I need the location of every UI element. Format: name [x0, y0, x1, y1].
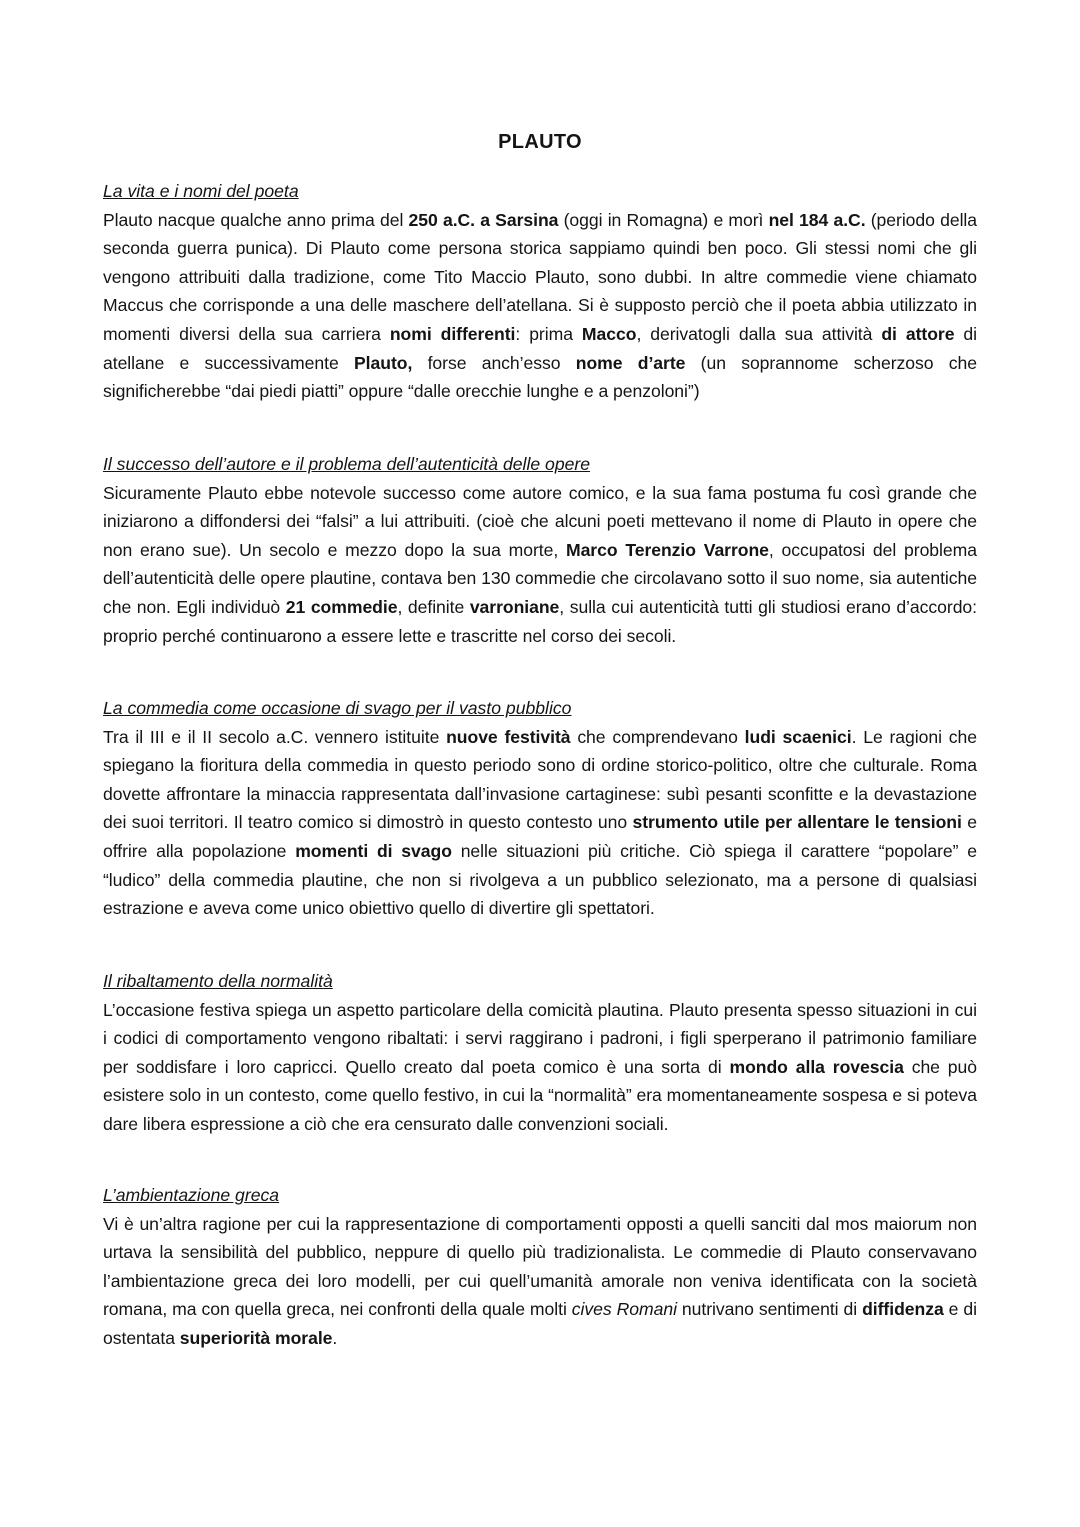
bold-text: momenti di svago [295, 840, 452, 861]
body-text: Plauto nacque qualche anno prima del [103, 209, 409, 230]
body-text: e di ostentata [103, 1299, 977, 1348]
bold-text: nome d’arte [575, 352, 686, 373]
bold-text: nuove festività [446, 726, 571, 747]
bold-text: 250 a.C. a Sarsina [408, 209, 559, 230]
body-text: , definite [397, 596, 470, 617]
bold-text: diffidenza [862, 1299, 944, 1320]
section-heading: Il ribaltamento della normalità [103, 971, 333, 991]
italic-text: cives Romani [571, 1299, 677, 1320]
bold-text: di attore [881, 323, 955, 344]
section-paragraph [103, 479, 977, 651]
body-text: (oggi in Romagna) e morì [558, 209, 769, 230]
section-paragraph [103, 996, 977, 1139]
body-text: . Le ragioni che spiegano la fioritura della commedia in questo periodo sono di ordine storico-politico, oltre che culturale. Roma dovette affrontare la minaccia rappresentata dall’invasione cartaginese: subì pesanti sconfitte e la devastazione dei suoi territori. Il teatro comico si dimostrò in questo contesto uno [103, 726, 977, 833]
bold-text: strumento utile per allentare le tensioni [632, 812, 962, 833]
bold-text: ludi scaenici [744, 726, 852, 747]
body-text: (periodo della seconda guerra punica). Di Plauto come persona storica sappiamo quindi ben poco. Gli stessi nomi che gli vengono attribuiti dalla tradizione, come Tito Maccio Plauto, sono dubbi. In altre commedie viene chiamato Maccus che corrisponde a una delle maschere dell’atellana. Si è supposto perciò che il poeta abbia utilizzato in momenti diversi della sua carriera [103, 209, 978, 344]
body-text: Sicuramente Plauto ebbe notevole successo come autore comico, e la sua fama postuma fu così grande che iniziarono a diffondersi dei “falsi” a lui attribuiti. (cioè che alcuni poeti mettevano il nome di Plauto in opere che non erano sue). Un secolo e mezzo dopo la sua morte, [103, 482, 977, 560]
body-text: : prima [515, 323, 582, 344]
section-heading: La commedia come occasione di svago per il vasto pubblico [103, 698, 572, 718]
section-heading: L’ambientazione greca [103, 1185, 280, 1205]
body-text: di atellane e successivamente [103, 323, 977, 373]
bold-text: superiorità morale [179, 1327, 333, 1348]
body-text: che comprendevano [570, 726, 745, 747]
body-text: . [332, 1327, 338, 1348]
bold-text: nel 184 a.C. [768, 209, 866, 230]
body-text: Tra il III e il II secolo a.C. vennero istituite [103, 726, 447, 747]
section-paragraph [103, 723, 977, 923]
bold-text: Macco [581, 323, 637, 344]
body-text: Vi è un’altra ragione per cui la rappresentazione di comportamenti opposti a quelli sanciti dal mos maiorum non urtava la sensibilità del pubblico, neppure di quello più tradizionalista. Le commedie di Plauto conservavano l’ambientazione greca dei loro modelli, per cui quell’umanità amorale non veniva identificata con la società romana, ma con quella greca, nei confronti della quale molti [103, 1213, 977, 1320]
body-text: nelle situazioni più critiche. Ciò spiega il carattere “popolare” e “ludico” della commedia plautine, che non si rivolgeva a un pubblico selezionato, ma a persone di qualsiasi estrazione e aveva come unico obiettivo quello di divertire gli spettatori. [103, 840, 977, 919]
bold-text: nomi differenti [389, 323, 516, 344]
bold-text: 21 commedie [285, 596, 398, 617]
body-text: che può esistere solo in un contesto, come quello festivo, in cui la “normalità” era momentaneamente sospesa e si poteva dare libera espressione a ciò che era censurato dalle convenzioni sociali. [103, 1056, 978, 1134]
section-paragraph [103, 206, 977, 406]
section-commedia-svago [103, 694, 977, 923]
section-heading: La vita e i nomi del poeta [103, 181, 299, 201]
bold-text: varroniane [469, 596, 560, 617]
section-vita-nomi [103, 177, 977, 406]
body-text: , derivatogli dalla sua attività [636, 323, 882, 344]
section-ribaltamento-normalita [103, 967, 977, 1139]
body-text: nutrivano sentimenti di [676, 1299, 863, 1320]
section-successo-autenticita [103, 450, 977, 650]
body-text: L’occasione festiva spiega un aspetto particolare della comicità plautina. Plauto presenta spesso situazioni in cui i codici di comportamento vengono ribaltati: i servi raggirano i padroni, i figli sperperano il patrimonio familiare per soddisfare i loro capricci. Quello creato dal poeta comico è una sorta di [103, 999, 977, 1077]
body-text: e offrire alla popolazione [103, 812, 977, 861]
body-text: , occupatosi del problema dell’autenticità delle opere plautine, contava ben 130 commedie che circolavano sotto il suo nome, sia autentiche che non. Egli individuò [103, 539, 977, 617]
section-ambientazione-greca [103, 1181, 977, 1353]
body-text: forse anch’esso [412, 352, 576, 373]
bold-text: Marco Terenzio Varrone [565, 539, 769, 560]
page-title: PLAUTO [498, 131, 582, 153]
body-text: , sulla cui autenticità tutti gli studiosi erano d’accordo: proprio perché continuarono a essere lette e trascritte nel corso dei secoli. [103, 596, 977, 646]
bold-text: Plauto, [353, 352, 413, 373]
bold-text: mondo alla rovescia [729, 1056, 904, 1077]
section-paragraph [103, 1210, 977, 1353]
section-heading: Il successo dell’autore e il problema dell’autenticità delle opere [103, 454, 591, 474]
body-text: (un soprannome scherzoso che significherebbe “dai piedi piatti” oppure “dalle orecchie lunghe e a penzoloni”) [103, 352, 978, 402]
